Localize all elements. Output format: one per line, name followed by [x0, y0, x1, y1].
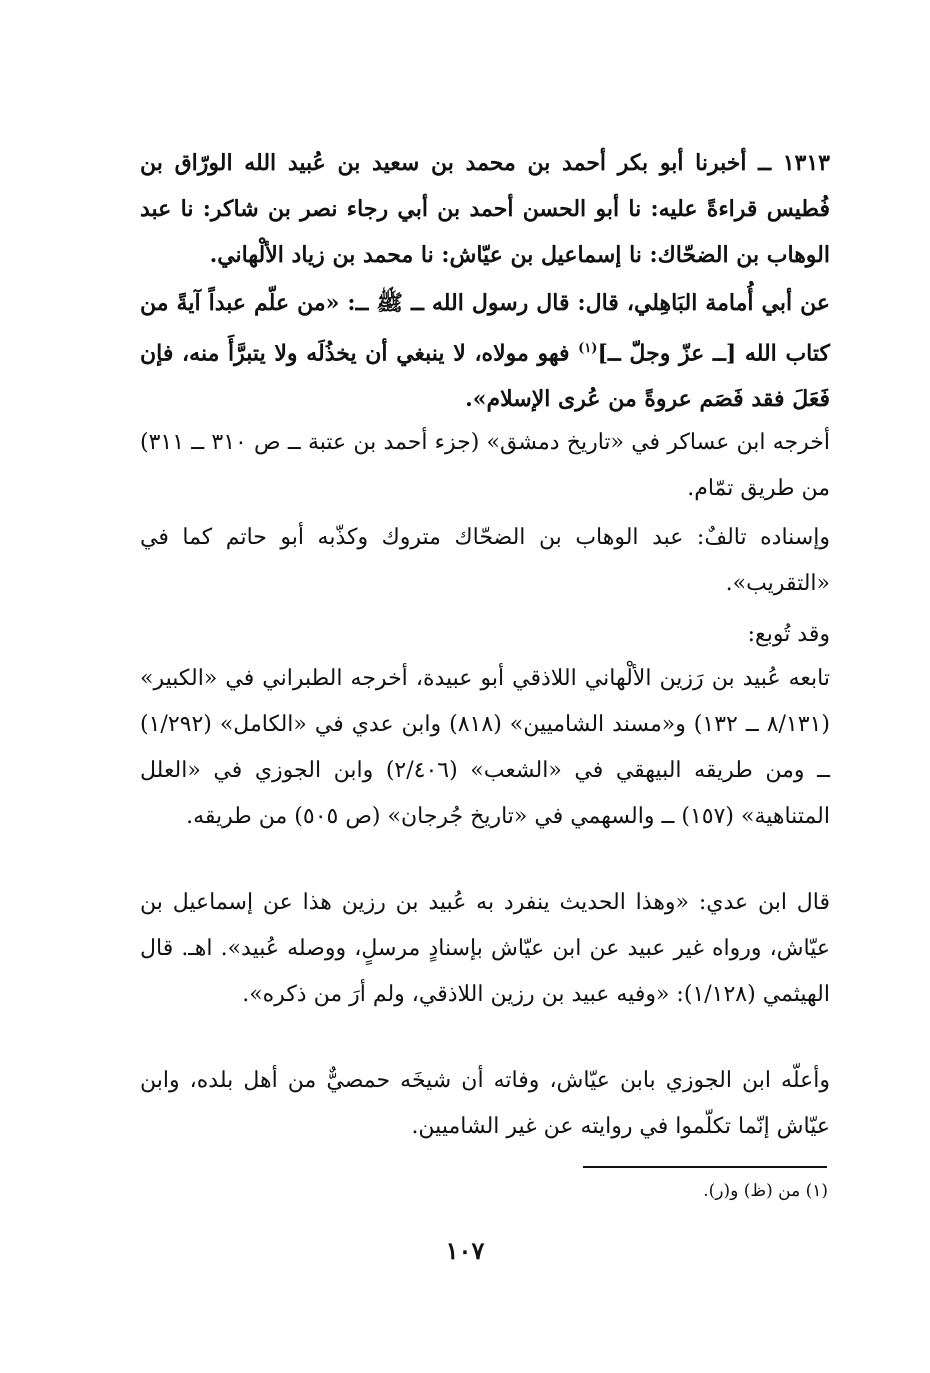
- hadith-matn-part2: فهو مولاه، لا ينبغي أن يخذُلَه ولا يتبرَّأَ منه، فإن فَعَلَ فقد فَصَم عروةً من عُرى الإسلام».: [140, 340, 830, 413]
- hadith-matn-part1: عن أبي أُمامة البَاهِلي، قال: قال رسول الله ــ ﷺ ــ: «من علّم عبداً آيةً من كتاب الله [ــ عزّ وجلّ ــ]: [140, 290, 830, 367]
- mutaba-paragraph: [140, 656, 830, 840]
- hadith-matn: [140, 280, 830, 422]
- page-number: [0, 1236, 930, 1265]
- page-number-text: ١٠٧: [445, 1236, 485, 1265]
- isnad-grading-text: وإسناده تالفٌ: عبد الوهاب بن الضحّاك متروك وكذّبه أبو حاتم كما في «التقريب».: [140, 525, 830, 596]
- hadith-isnad-header: [140, 140, 830, 278]
- takhrij-paragraph: [140, 420, 830, 512]
- illa-text: وأعلّه ابن الجوزي بابن عيّاش، وفاته أن شيخَه حمصيٌّ من أهل بلده، وابن عيّاش إنّما تكلّموا في روايته عن غير الشاميين.: [140, 1068, 830, 1139]
- ibn-adi-text: قال ابن عدي: «وهذا الحديث ينفرد به عُبيد بن رزين هذا عن إسماعيل بن عيّاش، ورواه غير عبيد عن ابن عيّاش بإسنادٍ مرسلٍ، ووصله عُبيد». اهـ. قال الهيثمي (١/١٢٨): «وفيه عبيد بن رزين اللاذقي، ولم أرَ من ذكره».: [140, 890, 831, 1007]
- footnote-marker: (١): [578, 341, 598, 356]
- isnad-grading-paragraph: [140, 515, 830, 607]
- mutaba-text: تابعه عُبيد بن رَزين الألْهاني اللاذقي أبو عبيدة، أخرجه الطبراني في «الكبير» (٨/١٣١ ــ ١٣٢) و«مسند الشاميين» (٨١٨) وابن عدي في «الكامل» (١/٢٩٢) ــ ومن طريقه البيهقي في «الشعب» (٢/٤٠٦) وابن الجوزي في «العلل المتناهية» (١٥٧) ــ والسهمي في «تاريخ جُرجان» (ص ٥٠٥) من طريقه.: [140, 666, 830, 829]
- ibn-adi-paragraph: [140, 880, 830, 1018]
- hadith-isnad-text: ١٣١٣ ــ أخبرنا أبو بكر أحمد بن محمد بن سعيد بن عُبيد الله الورّاق بن فُطيس قراءةً عليه: نا أبو الحسن أحمد بن أبي رجاء نصر بن شاكر: نا عبد الوهاب بن الضحّاك: نا إسماعيل بن عيّاش: نا محمد بن زياد الألْهاني.: [140, 150, 830, 268]
- footnote-divider: [583, 1166, 827, 1168]
- mutaba-label: [140, 612, 830, 658]
- footnote-text: (١) من (ظ) و(ر).: [703, 1181, 828, 1201]
- footnote: [560, 1178, 828, 1204]
- illa-paragraph: [140, 1058, 830, 1150]
- takhrij-text: أخرجه ابن عساكر في «تاريخ دمشق» (جزء أحمد بن عتبة ــ ص ٣١٠ ــ ٣١١) من طريق تمّام.: [140, 430, 830, 501]
- mutaba-label-text: وقد تُوبع:: [747, 622, 830, 647]
